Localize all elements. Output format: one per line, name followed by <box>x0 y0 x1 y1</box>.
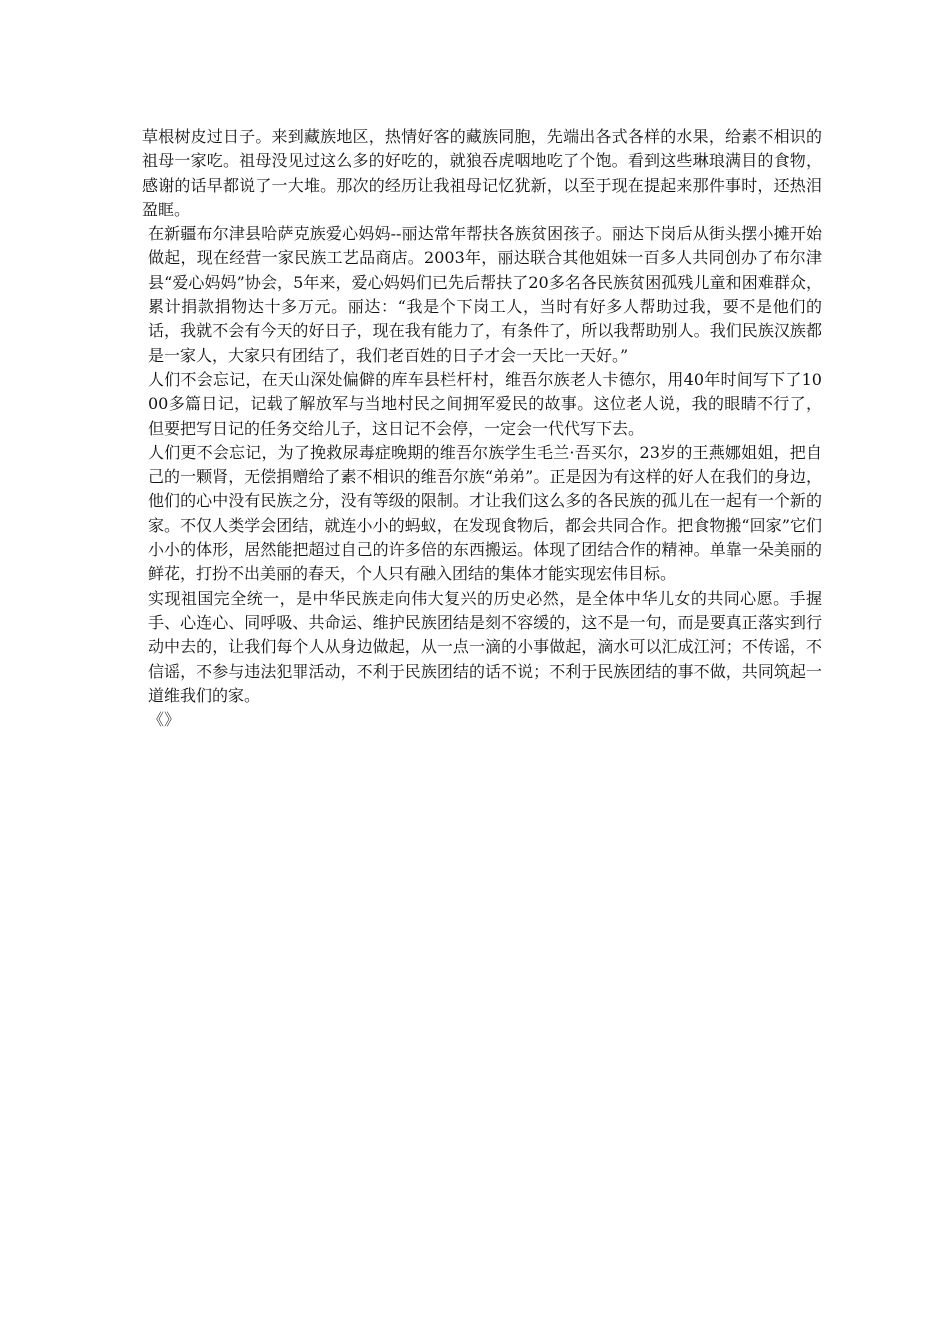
paragraph-closing-brackets: 《》 <box>148 710 181 730</box>
paragraph-lida-story: 在新疆布尔津县哈萨克族爱心妈妈--丽达常年帮扶各族贫困孩子。丽达下岗后从街头摆小摊开始做起，现在经营一家民族工艺品商店。2003年，丽达联合其他姐妹一百多人共同创办了布尔津县“爱心妈妈”协会，5年来，爱心妈妈们已先后帮扶了20多名各民族贫困孤残儿童和困难群众，累计捐款捐物达十多万元。丽达：“我是个下岗工人，当时有好多人帮助过我，要不是他们的话，我就不会有今天的好日子，现在我有能力了，有条件了，所以我帮助别人。我们民族汉族都是一家人，大家只有团结了，我们老百姓的日子才会一天比一天好。” <box>148 224 822 365</box>
paragraph-national-unity: 实现祖国完全统一，是中华民族走向伟大复兴的历史必然，是全体中华儿女的共同心愿。手握手、心连心、同呼吸、共命运、维护民族团结是刻不容缓的，这不是一句，而是要真正落实到行动中去的，让我们每个人从身边做起，从一点一滴的小事做起，滴水可以汇成江河；不传谣，不信谣，不参与违法犯罪活动，不利于民族团结的话不说；不利于民族团结的事不做，共同筑起一道维我们的家。 <box>148 588 822 705</box>
paragraph-kidney-donation: 人们更不会忘记，为了挽救尿毒症晚期的维吾尔族学生毛兰·吾买尔，23岁的王燕娜姐姐，把自己的一颗肾，无偿捐赠给了素不相识的维吾尔族“弟弟”。正是因为有这样的好人在我们的身边，他们的心中没有民族之分，没有等级的限制。才让我们这么多的各民族的孤儿在一起有一个新的家。不仅人类学会团结，就连小小的蚂蚁，在发现食物后，都会共同合作。把食物搬“回家”它们小小的体形，居然能把超过自己的许多倍的东西搬运。体现了团结合作的精神。单靠一朵美丽的鲜花，打扮不出美丽的春天，个人只有融入团结的集体才能实现宏伟目标。 <box>148 442 822 584</box>
document-body <box>142 125 822 732</box>
paragraph-kader-diary: 人们不会忘记，在天山深处偏僻的库车县栏杆村，维吾尔族老人卡德尔，用40年时间写下了1000多篇日记，记载了解放军与当地村民之间拥军爱民的故事。这位老人说，我的眼睛不行了，但要把写日记的任务交给儿子，这日记不会停，一定会一代代写下去。 <box>148 369 822 438</box>
paragraph-tibetan-visit: 草根树皮过日子。来到藏族地区，热情好客的藏族同胞，先端出各式各样的水果，给素不相识的祖母一家吃。祖母没见过这么多的好吃的，就狼吞虎咽地吃了个饱。看到这些琳琅满目的食物，感谢的话早都说了一大堆。那次的经历让我祖母记忆犹新，以至于现在提起来那件事时，还热泪盈眶。 <box>142 127 822 219</box>
